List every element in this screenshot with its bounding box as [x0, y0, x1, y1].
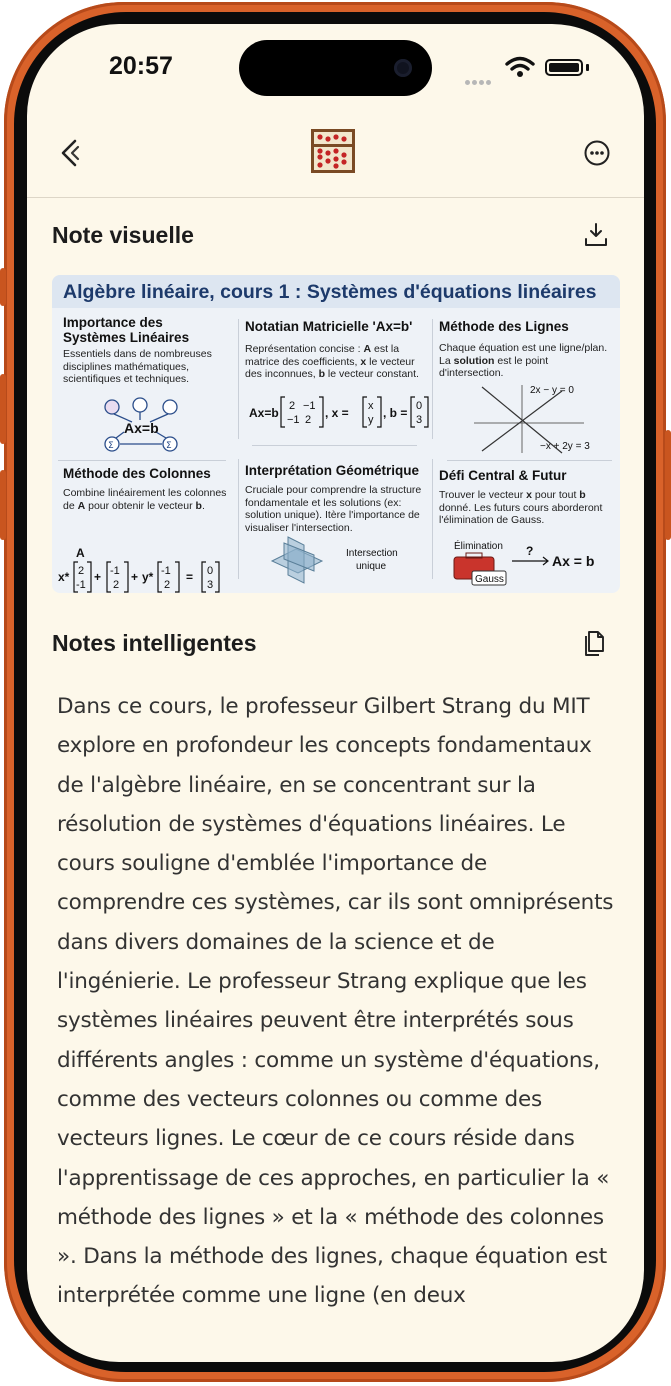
ellipsis-circle-icon — [586, 142, 609, 165]
elimination-diagram — [450, 537, 618, 591]
divider — [238, 319, 239, 439]
lines-intersection-plot — [472, 381, 617, 455]
infographic-cell-notation — [245, 319, 429, 381]
cell-text: Essentiels dans de nombreuses disciplines mathématiques, scientifiques et techniques. — [63, 348, 212, 385]
svg-text:2: 2 — [113, 579, 120, 591]
cell-title: Interprétation Géométrique — [245, 463, 420, 478]
diagram-label: Ax=b — [124, 420, 159, 436]
svg-text:2: 2 — [305, 414, 312, 426]
systems-diagram — [100, 392, 185, 454]
divider — [447, 460, 612, 461]
svg-text:-1: -1 — [161, 565, 171, 577]
svg-text:-1: -1 — [110, 565, 120, 577]
svg-text:2x − y = 0: 2x − y = 0 — [530, 385, 574, 396]
download-button[interactable] — [582, 221, 610, 249]
svg-text:A: A — [76, 547, 85, 560]
wifi-icon — [505, 56, 535, 78]
cell-title: Méthode des Colonnes — [63, 466, 211, 481]
status-time: 20:57 — [109, 52, 173, 80]
cell-title: Notatian Matricielle 'Ax=b' — [245, 319, 413, 334]
svg-text:Élimination: Élimination — [454, 541, 503, 552]
divider — [58, 460, 226, 461]
copy-button[interactable] — [583, 630, 607, 658]
cell-text: Représentation concise : A est la matrice des coefficients, x le vecteur des inconnues, b le vecteur constant. — [245, 343, 419, 380]
svg-text:2: 2 — [164, 579, 171, 591]
divider — [238, 459, 239, 579]
gear-icon — [163, 400, 177, 414]
abacus-icon — [310, 128, 356, 174]
smart-notes-title: Notes intelligentes — [52, 630, 257, 656]
matrix-formula — [247, 393, 429, 431]
cell-title: Importance des — [63, 315, 163, 330]
back-button[interactable] — [55, 136, 89, 170]
copy-icon — [586, 632, 603, 655]
svg-text:=: = — [186, 570, 194, 584]
mute-switch — [0, 268, 6, 306]
svg-text:−x + 2y = 3: −x + 2y = 3 — [540, 441, 590, 452]
battery-cap — [586, 64, 589, 71]
cell-title: Défi Central & Futur — [439, 468, 567, 483]
visual-note-title: Note visuelle — [52, 222, 194, 248]
divider — [432, 459, 433, 579]
cell-text: Combine linéairement les colonnes de A pour obtenir le vecteur b. — [63, 487, 227, 512]
infographic-title: Algèbre linéaire, cours 1 : Systèmes d'équations linéaires — [63, 281, 597, 303]
svg-text:, x =: , x = — [325, 406, 349, 420]
divider — [252, 445, 417, 446]
infographic-cell-challenge — [439, 468, 615, 527]
cell-text: Trouver le vecteur x pour tout b donné. Les futurs cours aborderont l'élimination de Gauss. — [439, 489, 603, 526]
svg-text:−1: −1 — [303, 400, 316, 412]
svg-text:Σ: Σ — [108, 441, 114, 451]
svg-text:?: ? — [526, 544, 534, 558]
cell-text: Chaque équation est une ligne/plan. La solution est le point d'intersection. — [439, 342, 608, 379]
svg-text:y: y — [368, 414, 374, 426]
download-icon — [586, 224, 606, 245]
svg-text:Gauss: Gauss — [475, 574, 504, 585]
smart-notes-text: Dans ce cours, le professeur Gilbert Strang du MIT explore en profondeur les concepts fondamentaux de l'algèbre linéaire, en se concentrant sur la résolution de systèmes d'équations linéaires. Le cours souligne d'emblée l'importance de comprendre ces systèmes, car ils sont omniprésents dans divers domaines de la science et de l'ingénierie. Le professeur Strang explique que les systèmes linéaires peuvent être interprétés sous différents angles : comme un système d'équations, comme des vecteurs colonnes ou comme des vecteurs lignes. Le cœur de ce cours réside dans l'apprentissage de ces approches, en particulier la « méthode des lignes » et la « méthode des colonnes ». Dans la méthode des lignes, chaque équation est interprétée comme une ligne (en deux — [57, 694, 614, 1309]
volume-down-button — [0, 470, 6, 540]
svg-text:Ax = b: Ax = b — [552, 553, 595, 569]
infographic-cell-row-method — [439, 319, 615, 380]
cell-text: Cruciale pour comprendre la structure fondamentale et les solutions (ex: solution unique). Itère l'importance de visualiser l'intersection. — [245, 484, 422, 534]
svg-text:x*: x* — [58, 570, 70, 584]
svg-text:0: 0 — [207, 565, 214, 577]
infographic-banner — [52, 275, 620, 308]
svg-text:3: 3 — [416, 414, 423, 426]
svg-text:unique: unique — [356, 561, 387, 572]
cellular-signal-icon — [465, 72, 493, 90]
visual-note-infographic[interactable] — [52, 275, 620, 593]
arrow-right-icon — [512, 557, 548, 565]
cell-title: Méthode des Lignes — [439, 319, 569, 334]
svg-text:+: + — [131, 570, 139, 584]
divider — [432, 319, 433, 439]
svg-text:0: 0 — [416, 400, 423, 412]
more-options-button[interactable] — [583, 139, 611, 167]
front-camera — [394, 59, 412, 77]
app-screen — [27, 24, 644, 1362]
svg-text:x: x — [368, 400, 374, 412]
svg-text:2: 2 — [289, 400, 296, 412]
chevron-left-icon — [63, 141, 78, 165]
svg-text:-1: -1 — [76, 579, 86, 591]
planes-intersection-diagram — [270, 531, 430, 589]
dynamic-island — [239, 40, 432, 96]
flask-icon — [105, 400, 119, 414]
battery-icon — [545, 59, 583, 76]
infographic-cell-importance — [63, 315, 233, 386]
svg-text:−1: −1 — [287, 414, 300, 426]
volume-up-button — [0, 374, 6, 444]
svg-text:3: 3 — [207, 579, 214, 591]
svg-text:Ax=b: Ax=b — [249, 406, 279, 420]
svg-text:, b =: , b = — [383, 406, 408, 420]
svg-text:2: 2 — [78, 565, 85, 577]
infographic-cell-column-method — [63, 466, 235, 512]
cell-title: Systèmes Linéaires — [63, 330, 190, 345]
gear-icon — [133, 398, 147, 412]
svg-text:Σ: Σ — [166, 441, 172, 451]
header-divider — [27, 197, 644, 198]
svg-text:Intersection: Intersection — [346, 548, 398, 559]
power-button — [665, 430, 671, 540]
infographic-cell-geometric — [245, 463, 429, 534]
svg-text:y*: y* — [142, 570, 154, 584]
column-combination-formula — [58, 547, 236, 593]
svg-text:+: + — [94, 570, 102, 584]
